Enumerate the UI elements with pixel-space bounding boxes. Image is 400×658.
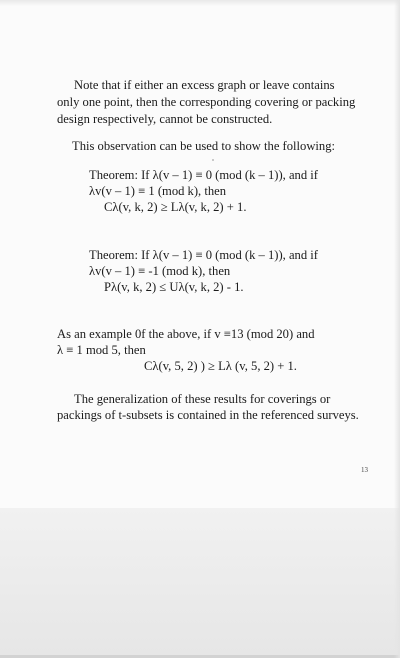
theorem-1-line-2: λv(v – 1) ≡ 1 (mod k), then — [89, 184, 227, 198]
page-bottom-shadow — [0, 508, 400, 658]
paragraph-1-line-3: design respectively, cannot be constructed. — [57, 112, 273, 126]
theorem-2-formula: Pλ(v, k, 2) ≤ Uλ(v, k, 2) - 1. — [104, 280, 244, 294]
theorem-1-formula: Cλ(v, k, 2) ≥ Lλ(v, k, 2) + 1. — [104, 200, 247, 214]
paragraph-1-line-2: only one point, then the corresponding covering or packing — [57, 95, 356, 109]
speck — [212, 159, 214, 161]
page-number: 13 — [361, 466, 368, 474]
final-paragraph-line-1: The generalization of these results for coverings or — [74, 392, 331, 406]
theorem-2-line-1: Theorem: If λ(v – 1) ≡ 0 (mod (k – 1)), and if — [89, 248, 318, 262]
example-line-2: λ ≡ 1 mod 5, then — [57, 343, 146, 357]
example-line-1: As an example 0f the above, if v ≡13 (mod 20) and — [57, 327, 315, 341]
example-formula: Cλ(v, 5, 2) ) ≥ Lλ (v, 5, 2) + 1. — [144, 359, 297, 373]
theorem-2-line-2: λv(v – 1) ≡ -1 (mod k), then — [89, 264, 231, 278]
paragraph-1-line-1: Note that if either an excess graph or leave contains — [74, 78, 335, 92]
final-paragraph-line-2: packings of t-subsets is contained in the referenced surveys. — [57, 408, 359, 422]
paragraph-2: This observation can be used to show the following: — [72, 139, 336, 153]
theorem-1-line-1: Theorem: If λ(v – 1) ≡ 0 (mod (k – 1)), and if — [89, 168, 318, 182]
